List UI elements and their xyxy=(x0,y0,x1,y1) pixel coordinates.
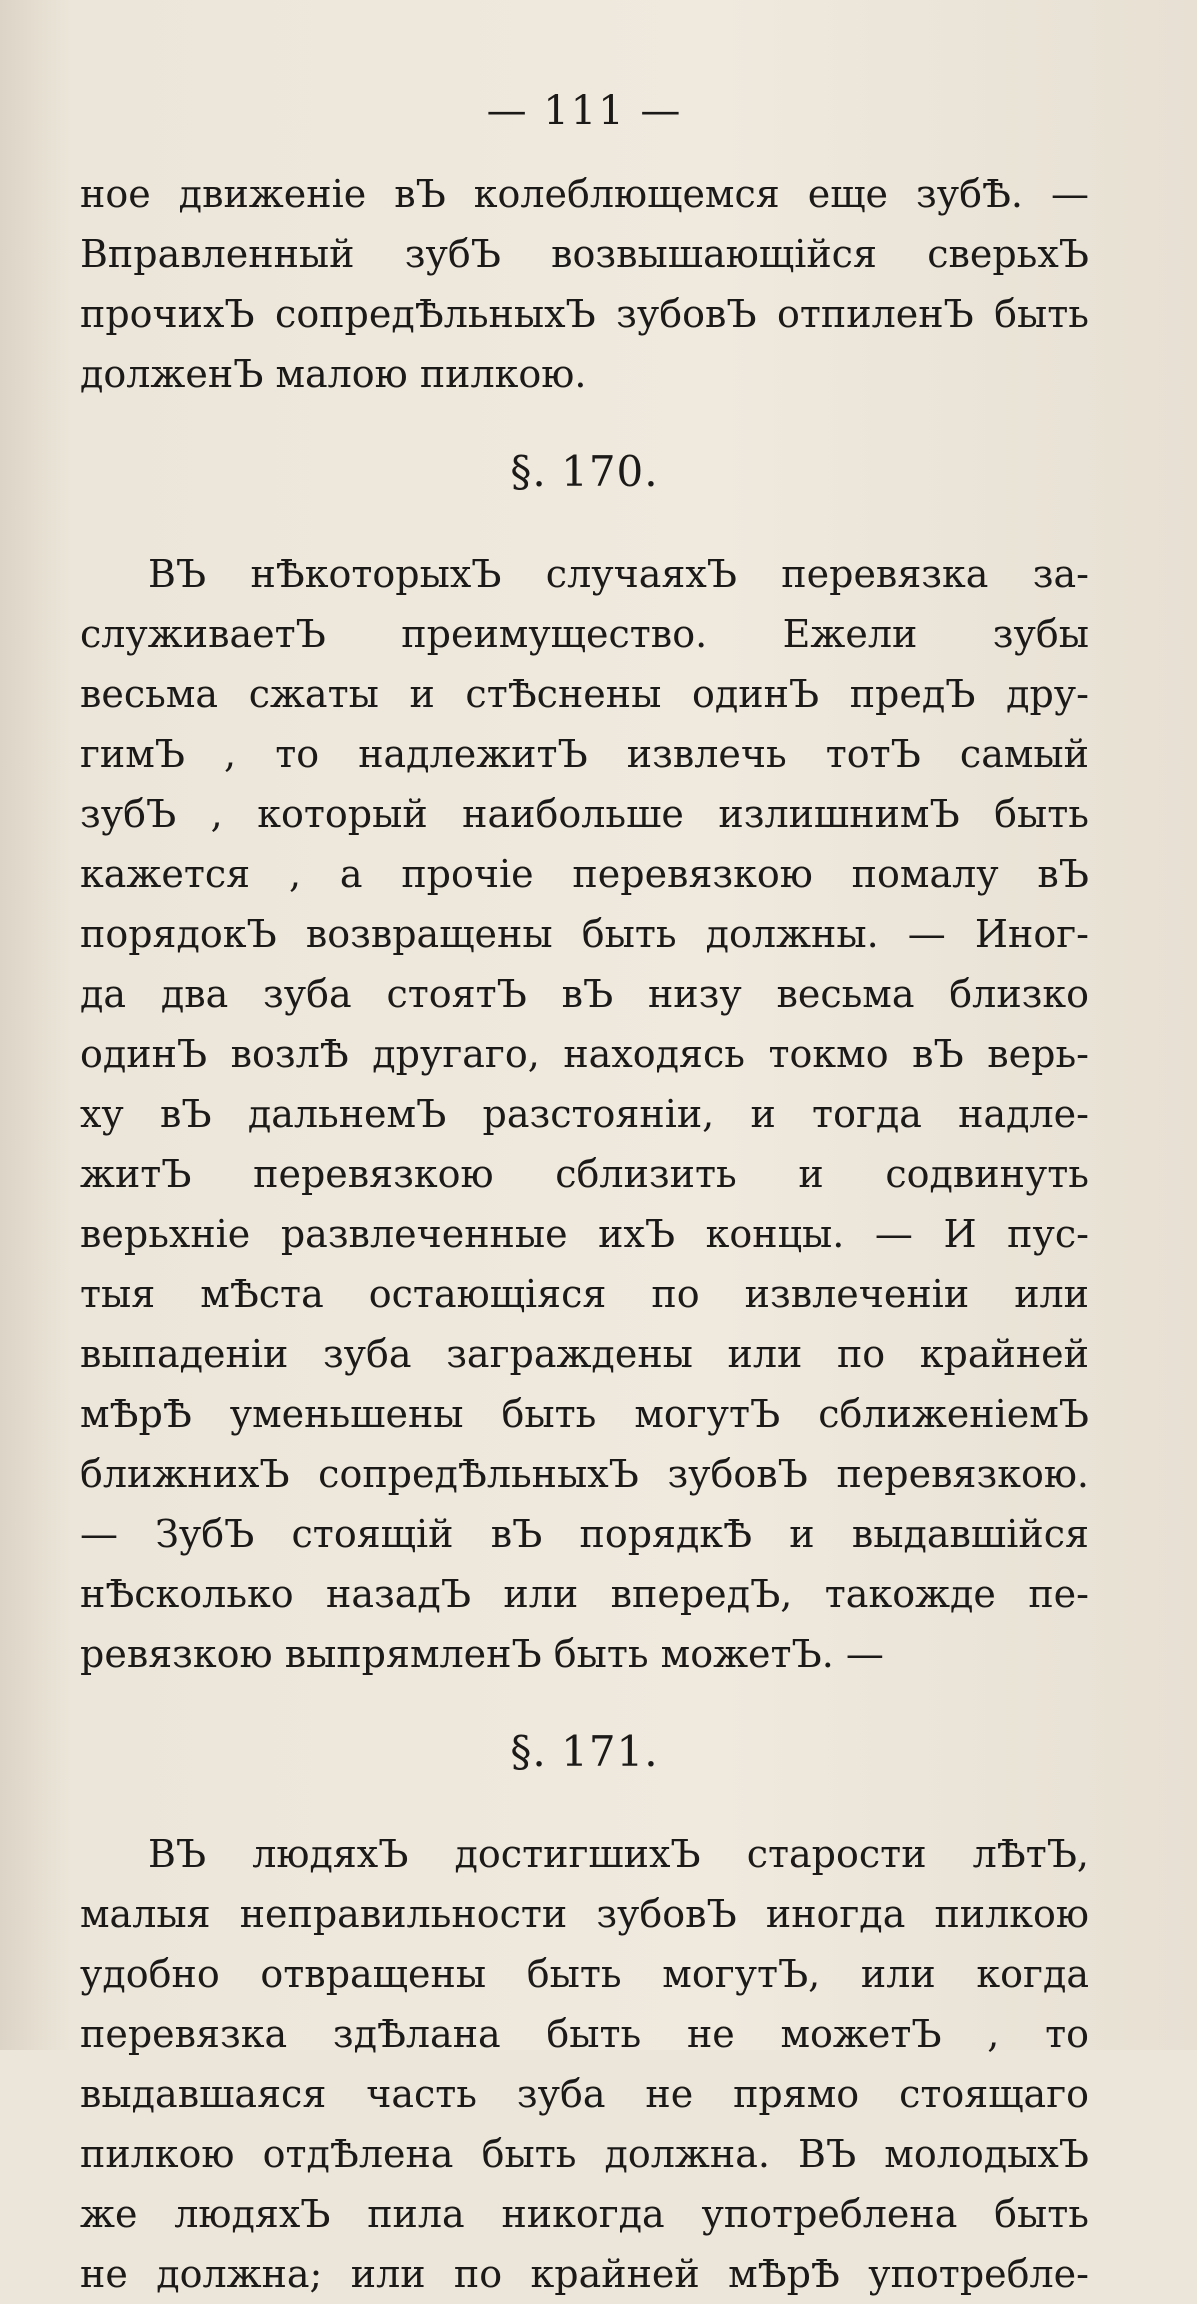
text-line: порядокЪ возвращены быть должны. — Иног- xyxy=(80,912,1089,956)
text-line: нѢсколько назадЪ или впередЪ, такожде пе- xyxy=(80,1572,1089,1616)
text-line: же людяхЪ пила никогда употреблена быть xyxy=(80,2192,1089,2236)
text-line: ВЪ людяхЪ достигшихЪ старости лѢтЪ, xyxy=(148,1832,1089,1876)
text-line: житЪ перевязкою сблизить и содвинуть xyxy=(80,1152,1089,1196)
text-line: да два зуба стоятЪ вЪ низу весьма близко xyxy=(80,972,1089,1016)
text-line: ВЪ нѢкоторыхЪ случаяхЪ перевязка за- xyxy=(148,552,1089,596)
text-line: Вправленный зубЪ возвышающiйся сверьхЪ xyxy=(80,232,1089,276)
text-line: выпаденiи зуба заграждены или по крайней xyxy=(80,1332,1089,1376)
text-line: гимЪ , то надлежитЪ извлечь тотЪ самый xyxy=(80,732,1089,776)
text-line: зубЪ , который наибольше излишнимЪ быть xyxy=(80,792,1089,836)
text-line: ближнихЪ сопредѢльныхЪ зубовЪ перевязкою. xyxy=(80,1452,1089,1496)
text-line: перевязка здѢлана быть не можетЪ , то xyxy=(80,2012,1089,2056)
paragraph-continuation xyxy=(80,164,1089,404)
text-line: выдавшаяся часть зуба не прямо стоящаго xyxy=(80,2072,1089,2116)
text-line: ное движенiе вЪ колеблющемся еще зубѢ. — xyxy=(80,172,1089,216)
section-heading-171: §. 171. xyxy=(510,1727,659,1776)
text-line: долженЪ малою пилкою. xyxy=(80,352,587,396)
text-line: малыя неправильности зубовЪ иногда пилкою xyxy=(80,1892,1089,1936)
text-line: ревязкою выпрямленЪ быть можетЪ. — xyxy=(80,1632,884,1676)
page-number: — 111 — xyxy=(486,88,683,134)
text-line: служиваетЪ преимущество. Ежели зубы xyxy=(80,612,1089,656)
paragraph-section-171 xyxy=(80,1824,1089,2304)
text-line: — ЗубЪ стоящiй вЪ порядкѢ и выдавшiйся xyxy=(80,1512,1089,1556)
text-line: мѢрѢ уменьшены быть могутЪ сближенiемЪ xyxy=(80,1392,1089,1436)
text-line: прочихЪ сопредѢльныхЪ зубовЪ отпиленЪ быть xyxy=(80,292,1089,336)
text-line: удобно отвращены быть могутЪ, или когда xyxy=(80,1952,1089,1996)
text-line: кажется , а прочiе перевязкою помалу вЪ xyxy=(80,852,1089,896)
text-line: верьхнiе развлеченные ихЪ концы. — И пус- xyxy=(80,1212,1089,1256)
text-line: тыя мѢста остающiяся по извлеченiи или xyxy=(80,1272,1089,1316)
text-line: одинЪ возлѢ другаго, находясь токмо вЪ верь- xyxy=(80,1032,1089,1076)
text-line: пилкою отдѢлена быть должна. ВЪ молодыхЪ xyxy=(80,2132,1089,2176)
text-line: не должна; или по крайней мѢрѢ употребле- xyxy=(80,2252,1089,2296)
paragraph-section-170 xyxy=(80,544,1089,1684)
text-line: ху вЪ дальнемЪ разстоянiи, и тогда надле- xyxy=(80,1092,1089,1136)
section-heading-170: §. 170. xyxy=(510,447,659,496)
text-line: весьма сжаты и стѢснены одинЪ предЪ дру- xyxy=(80,672,1089,716)
